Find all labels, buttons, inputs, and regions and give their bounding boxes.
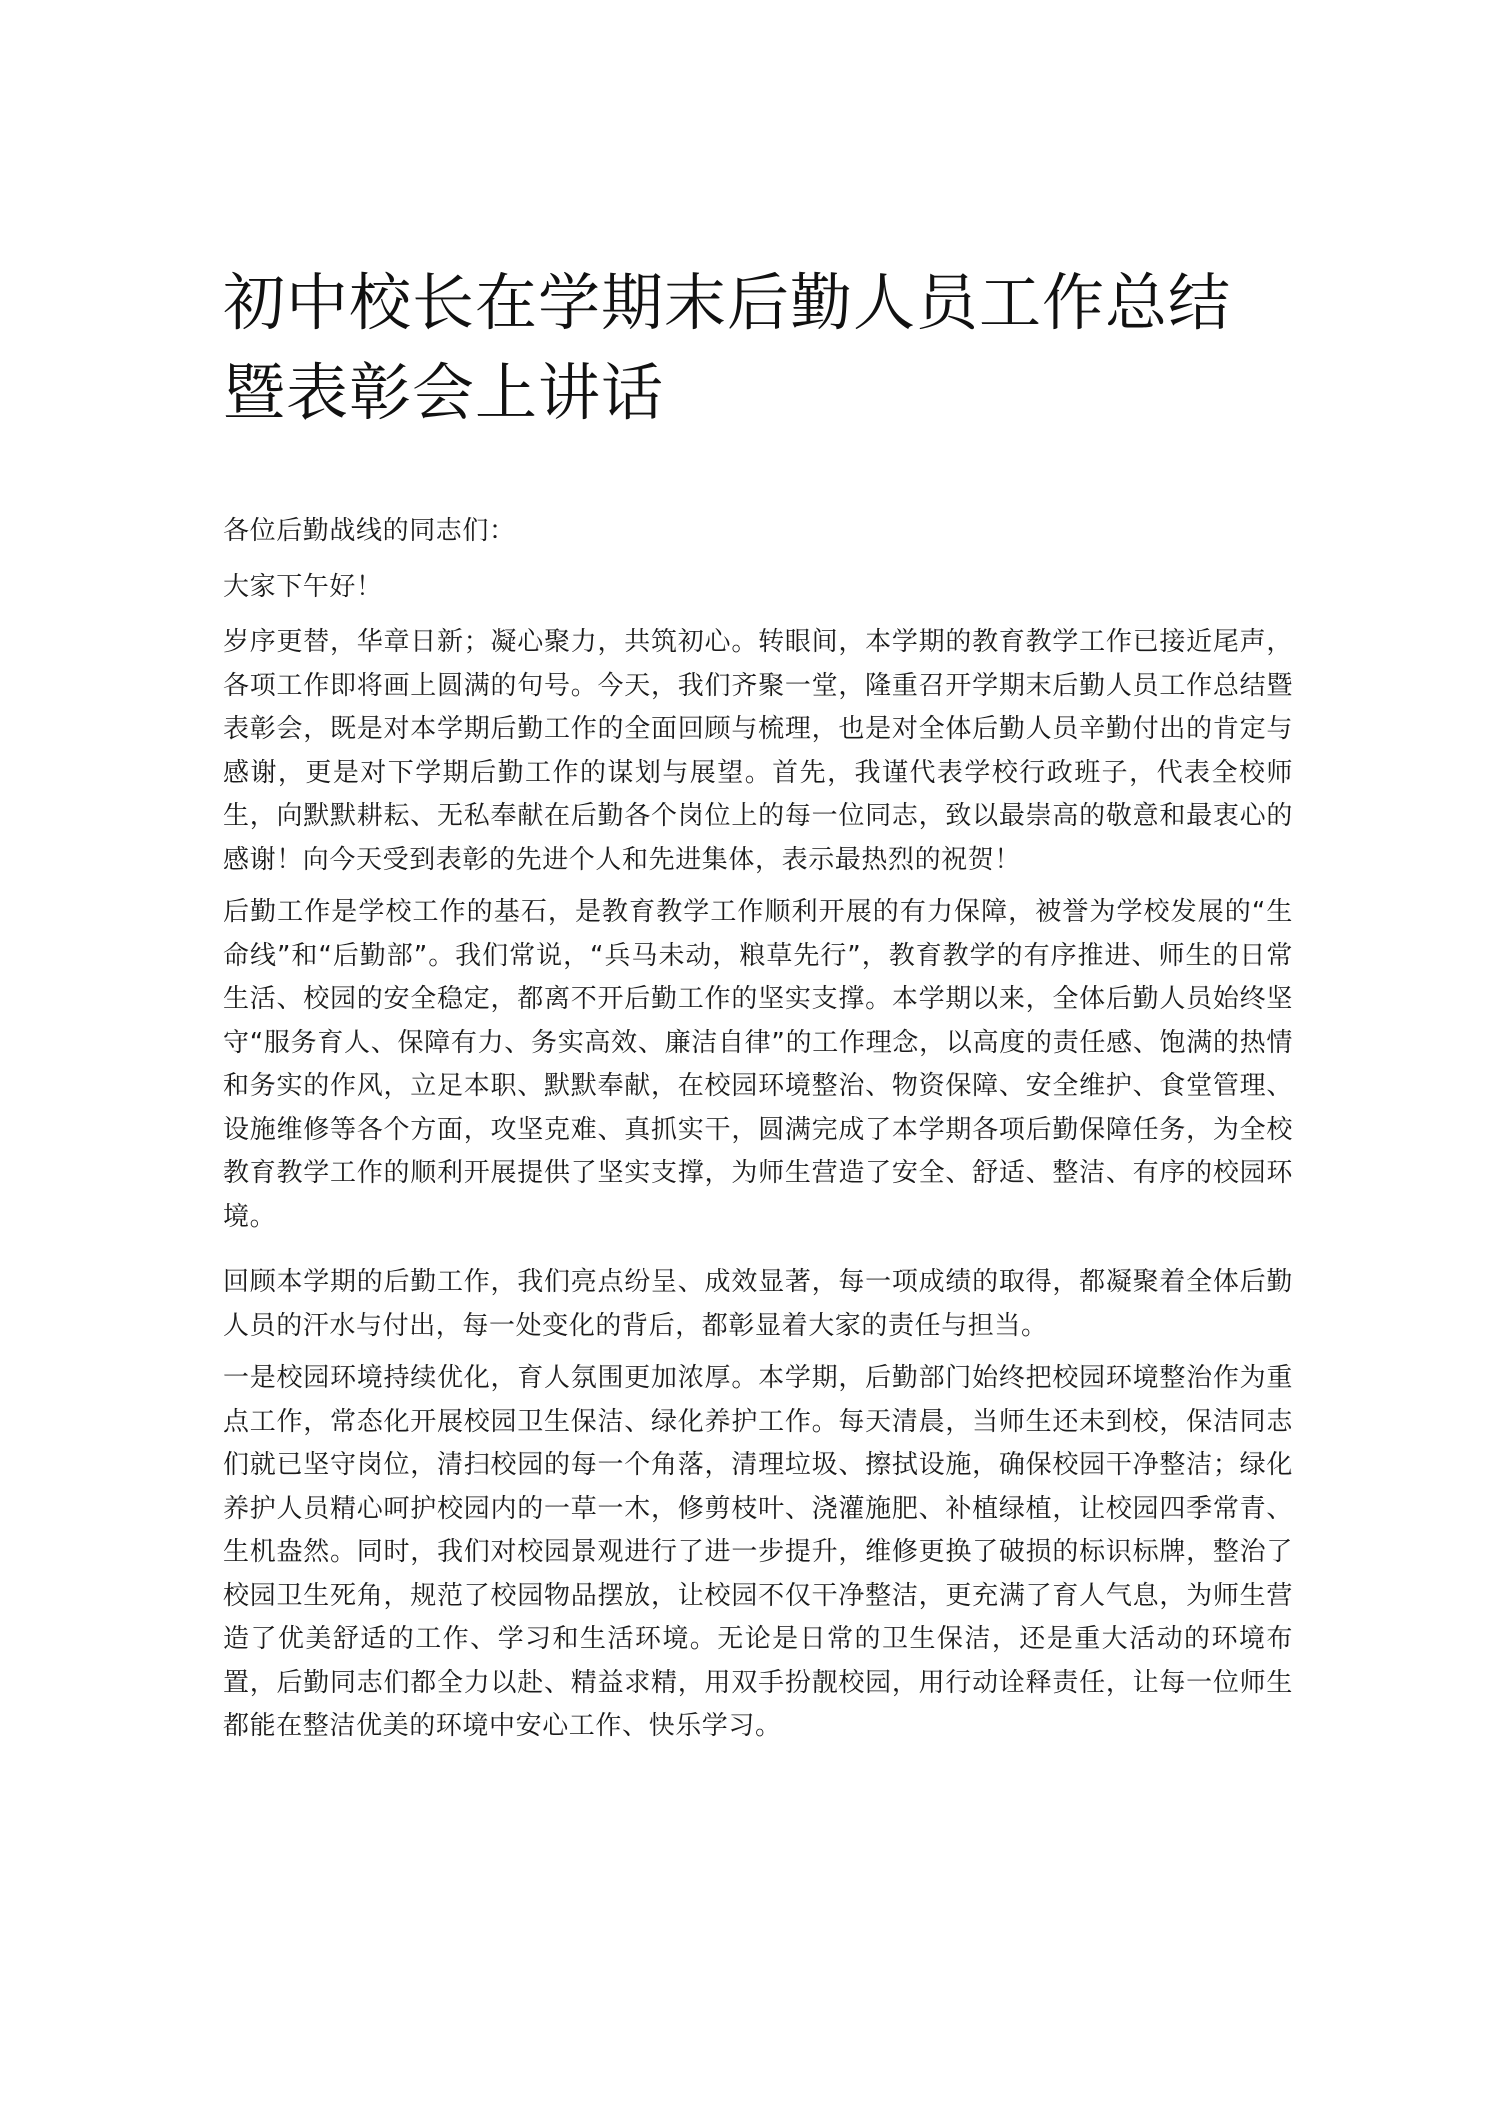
paragraph-environment: 一是校园环境持续优化，育人氛围更加浓厚。本学期，后勤部门始终把校园环境整治作为重点工作，常态化开展校园卫生保洁、绿化养护工作。每天清晨，当师生还未到校，保洁同志们就已坚守岗位，清扫校园的每一个角落，清理垃圾、擦拭设施，确保校园干净整洁；绿化养护人员精心呵护校园内的一草一木，修剪枝叶、浇灌施肥、补植绿植，让校园四季常青、生机盎然。同时，我们对校园景观进行了进一步提升，维修更换了破损的标识标牌，整治了校园卫生死角，规范了校园物品摆放，让校园不仅干净整洁，更充满了育人气息，为师生营造了优美舒适的工作、学习和生活环境。无论是日常的卫生保洁，还是重大活动的环境布置，后勤同志们都全力以赴、精益求精，用双手扮靓校园，用行动诠释责任，让每一位师生都能在整洁优美的环境中安心工作、快乐学习。 bbox=[223, 1363, 1293, 1741]
document-page bbox=[223, 0, 1293, 2112]
paragraph-opening: 岁序更替，华章日新；凝心聚力，共筑初心。转眼间，本学期的教育教学工作已接近尾声，各项工作即将画上圆满的句号。今天，我们齐聚一堂，隆重召开学期末后勤人员工作总结暨表彰会，既是对本学期后勤工作的全面回顾与梳理，也是对全体后勤人员辛勤付出的肯定与感谢，更是对下学期后勤工作的谋划与展望。首先，我谨代表学校行政班子，代表全校师生，向默默耕耘、无私奉献在后勤各个岗位上的每一位同志，致以最崇高的敬意和最衷心的感谢！向今天受到表彰的先进个人和先进集体，表示最热烈的祝贺！ bbox=[223, 627, 1293, 875]
paragraph-importance: 后勤工作是学校工作的基石，是教育教学工作顺利开展的有力保障，被誉为学校发展的“生命线”和“后勤部”。我们常说，“兵马未动，粮草先行”，教育教学的有序推进、师生的日常生活、校园的安全稳定，都离不开后勤工作的坚实支撑。本学期以来，全体后勤人员始终坚守“服务育人、保障有力、务实高效、廉洁自律”的工作理念，以高度的责任感、饱满的热情和务实的作风，立足本职、默默奉献，在校园环境整治、物资保障、安全维护、食堂管理、设施维修等各个方面，攻坚克难、真抓实干，圆满完成了本学期各项后勤保障任务，为全校教育教学工作的顺利开展提供了坚实支撑，为师生营造了安全、舒适、整洁、有序的校园环境。 bbox=[223, 897, 1293, 1232]
greeting: 大家下午好！ bbox=[223, 571, 383, 602]
document-body bbox=[223, 510, 1293, 1758]
salutation: 各位后勤战线的同志们： bbox=[223, 516, 516, 546]
paragraph-review: 回顾本学期的后勤工作，我们亮点纷呈、成效显著，每一项成绩的取得，都凝聚着全体后勤人员的汗水与付出，每一处变化的背后，都彰显着大家的责任与担当。 bbox=[223, 1267, 1293, 1341]
document-title: 初中校长在学期末后勤人员工作总结暨表彰会上讲话 bbox=[223, 266, 1232, 429]
